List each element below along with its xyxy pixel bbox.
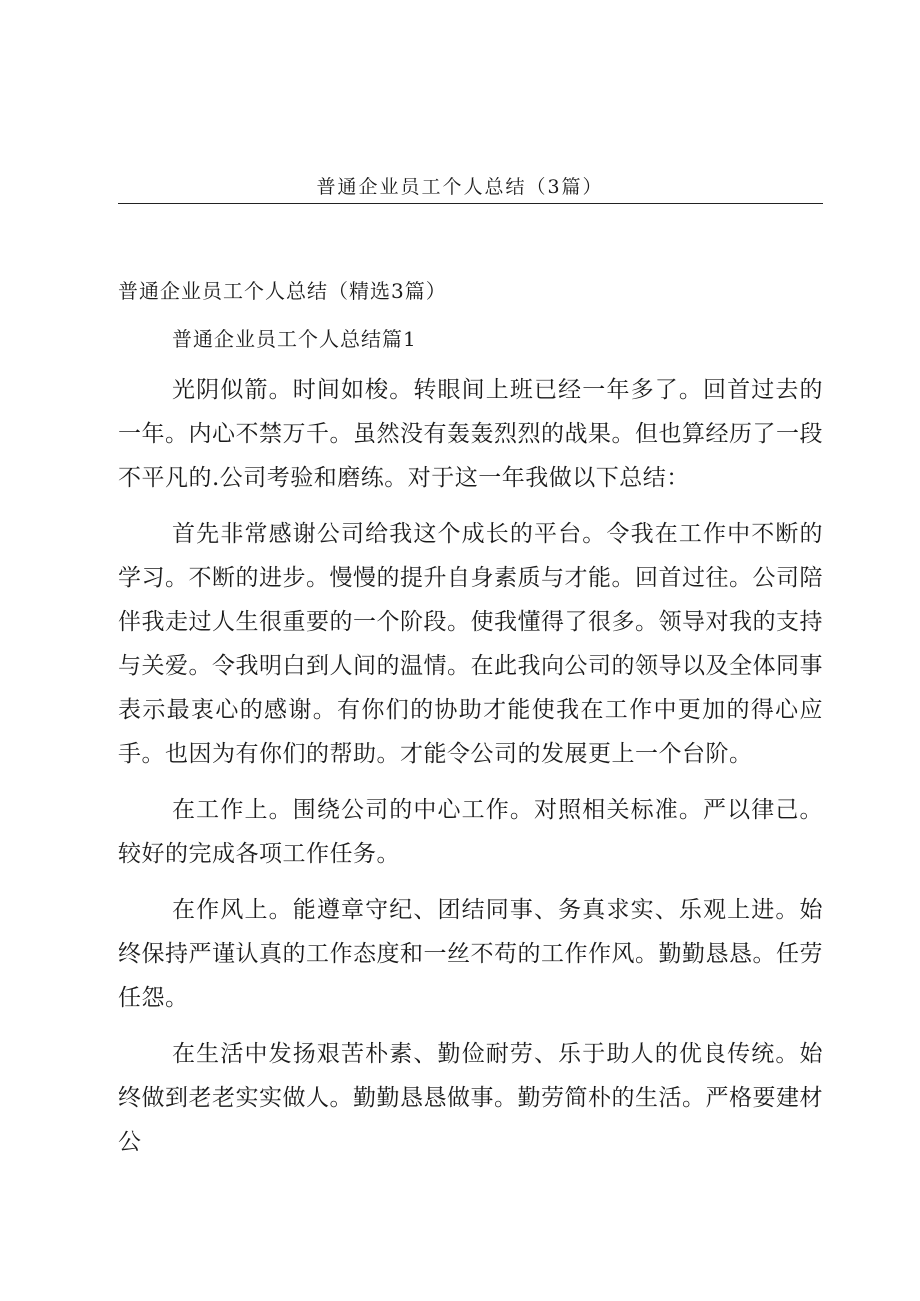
paragraph: 在工作上。围绕公司的中心工作。对照相关标准。严以律己。较好的完成各项工作任务。: [118, 797, 823, 867]
paragraph: 在作风上。能遵章守纪、团结同事、务真求实、乐观上进。始终保持严谨认真的工作态度和一丝不苟的工作作风。勤勤恳恳。任劳任怨。: [118, 897, 823, 1011]
document-heading: 普通企业员工个人总结（精选3篇）: [118, 279, 447, 303]
header-divider: [118, 203, 823, 204]
section-heading: 普通企业员工个人总结篇1: [172, 327, 417, 351]
paragraph: 光阴似箭。时间如梭。转眼间上班已经一年多了。回首过去的一年。内心不禁万千。虽然没有轰轰烈烈的战果。但也算经历了一段不平凡的.公司考验和磨练。对于这一年我做以下总结：: [118, 377, 823, 491]
paragraph: 在生活中发扬艰苦朴素、勤俭耐劳、乐于助人的优良传统。始终做到老老实实做人。勤勤恳恳做事。勤劳简朴的生活。严格要建材公: [118, 1041, 823, 1155]
document-body: [118, 368, 823, 1176]
running-header-title: 普通企业员工个人总结（3篇）: [316, 176, 604, 198]
paragraph: 首先非常感谢公司给我这个成长的平台。令我在工作中不断的学习。不断的进步。慢慢的提升自身素质与才能。回首过往。公司陪伴我走过人生很重要的一个阶段。使我懂得了很多。领导对我的支持与关爱。令我明白到人间的温情。在此我向公司的领导以及全体同事表示最衷心的感谢。有你们的协助才能使我在工作中更加的得心应手。也因为有你们的帮助。才能令公司的发展更上一个台阶。: [118, 521, 823, 767]
